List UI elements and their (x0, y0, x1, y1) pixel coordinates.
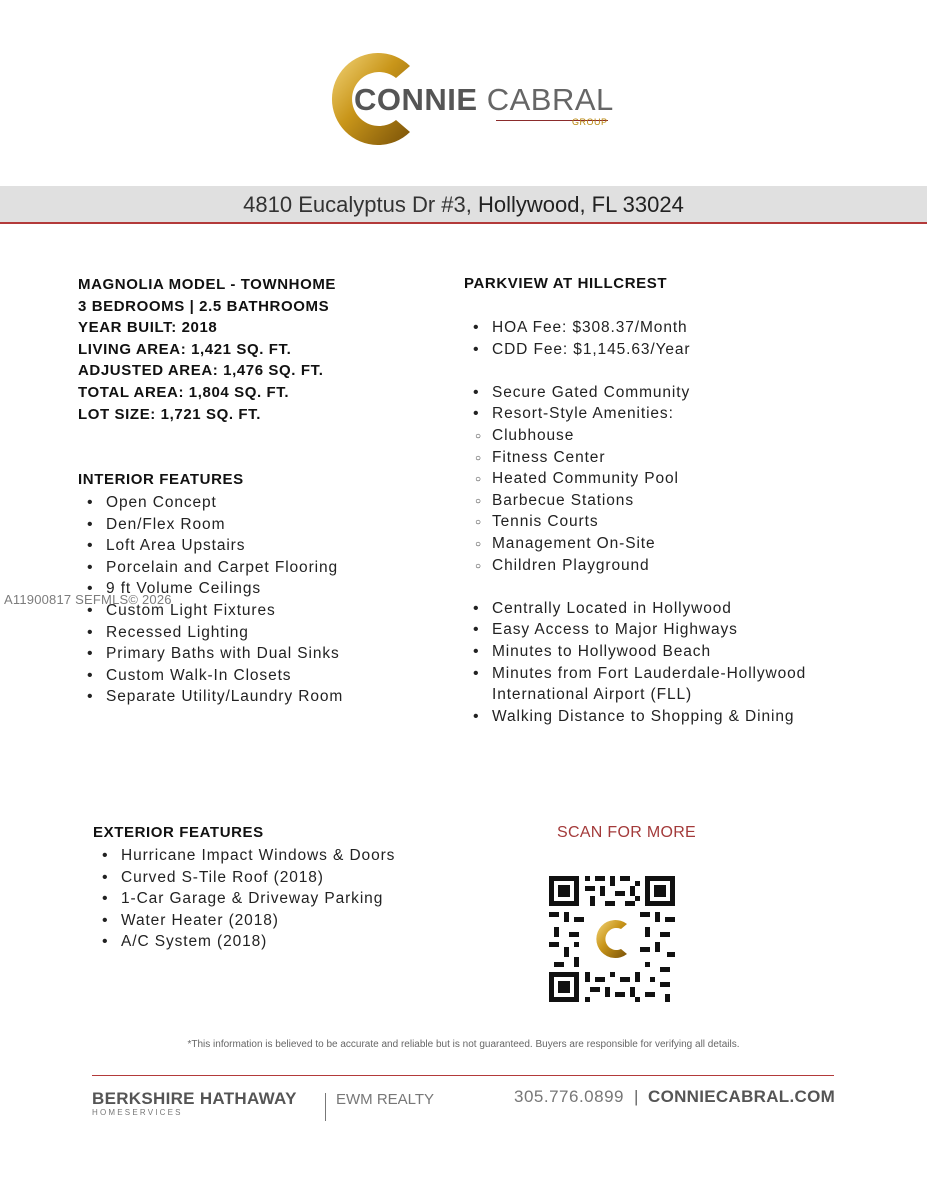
spec-line: ADJUSTED AREA: 1,476 SQ. FT. (78, 362, 324, 380)
sublist-item: ○ Fitness Center (464, 447, 844, 469)
list-item: • Loft Area Upstairs (78, 535, 343, 557)
list-item: • 9 ft Volume Ceilings (78, 578, 343, 600)
brokerage-name: BERKSHIRE HATHAWAY (92, 1089, 297, 1108)
list-item: • Water Heater (2018) (93, 910, 395, 932)
sublist-item: ○ Tennis Courts (464, 511, 844, 533)
list-item: • Minutes from Fort Lauderdale-Hollywood International Airport (FLL) (464, 663, 844, 706)
list-item: • Open Concept (78, 492, 343, 514)
list-item: • Porcelain and Carpet Flooring (78, 557, 343, 579)
spec-line: MAGNOLIA MODEL - TOWNHOME (78, 276, 337, 293)
sublist-item: ○ Barbecue Stations (464, 490, 844, 512)
list-item: • Hurricane Impact Windows & Doors (93, 845, 395, 867)
spec-line: YEAR BUILT: 2018 (78, 319, 218, 337)
sublist-item: ○ Children Playground (464, 555, 844, 577)
list-item: • Walking Distance to Shopping & Dining (464, 706, 844, 728)
qr-graphic (547, 874, 677, 1004)
property-specs (78, 274, 336, 425)
spec-line: TOTAL AREA: 1,804 SQ. FT. (78, 383, 290, 401)
address-city: Hollywood, FL 33024 (477, 192, 684, 217)
interior-heading: INTERIOR FEATURES (78, 471, 244, 488)
list-item: • Separate Utility/Laundry Room (78, 686, 343, 708)
list-item: • Centrally Located in Hollywood (464, 598, 844, 620)
list-item: • A/C System (2018) (93, 931, 395, 953)
property-address: 4810 Eucalyptus Dr #3, Hollywood, FL 33024 (243, 192, 684, 217)
qr-code-icon[interactable] (547, 874, 677, 1004)
exterior-heading: EXTERIOR FEATURES (93, 824, 264, 841)
spec-line: LOT SIZE: 1,721 SQ. FT. (78, 405, 262, 423)
website-link[interactable]: CONNIECABRAL.COM (648, 1087, 836, 1106)
list-item: • HOA Fee: $308.37/Month (464, 317, 844, 339)
exterior-list (93, 845, 395, 953)
sublist-item: ○ Management On-Site (464, 533, 844, 555)
list-item: • Resort-Style Amenities: (464, 403, 844, 425)
footer-divider (92, 1075, 834, 1076)
logo-first-name: CONNIE (354, 82, 478, 117)
community-heading: PARKVIEW AT HILLCREST (464, 275, 668, 292)
address-street: 4810 Eucalyptus Dr #3 (243, 192, 466, 217)
disclaimer: *This information is believed to be accurate and reliable but is not guaranteed. Buyers are responsible for verifying all details. (187, 1039, 740, 1050)
list-item: • Secure Gated Community (464, 382, 844, 404)
address-bar (0, 186, 927, 224)
spec-line: LIVING AREA: 1,421 SQ. FT. (78, 340, 292, 358)
amenities-sublist (464, 425, 844, 576)
list-item: • Curved S-Tile Roof (2018) (93, 867, 395, 889)
list-item: • Den/Flex Room (78, 514, 343, 536)
list-item: • 1-Car Garage & Driveway Parking (93, 888, 395, 910)
sublist-item: ○ Clubhouse (464, 425, 844, 447)
mls-watermark: A11900817 SEFMLS© 2026 (4, 592, 172, 607)
community-list (464, 317, 844, 727)
footer-separator: | (634, 1087, 639, 1106)
list-item: • CDD Fee: $1,145.63/Year (464, 339, 844, 361)
list-item: • Custom Light Fixtures (78, 600, 343, 622)
footer-vertical-divider (325, 1093, 326, 1121)
logo-last-name: CABRAL (486, 82, 614, 117)
scan-label: SCAN FOR MORE (557, 824, 697, 841)
list-item: • Easy Access to Major Highways (464, 619, 844, 641)
brand-logo (318, 44, 628, 154)
list-item: • Recessed Lighting (78, 622, 343, 644)
phone-number[interactable]: 305.776.0899 (514, 1087, 624, 1106)
spec-line: 3 BEDROOMS | 2.5 BATHROOMS (78, 297, 330, 315)
logo-wordmark (354, 82, 614, 118)
list-item: • Custom Walk-In Closets (78, 665, 343, 687)
list-item: • Minutes to Hollywood Beach (464, 641, 844, 663)
office-name: EWM REALTY (336, 1091, 435, 1108)
logo-group-label: GROUP (572, 117, 608, 127)
list-item: • Primary Baths with Dual Sinks (78, 643, 343, 665)
sublist-item: ○ Heated Community Pool (464, 468, 844, 490)
brokerage-sub: HOMESERVICES (92, 1108, 183, 1117)
